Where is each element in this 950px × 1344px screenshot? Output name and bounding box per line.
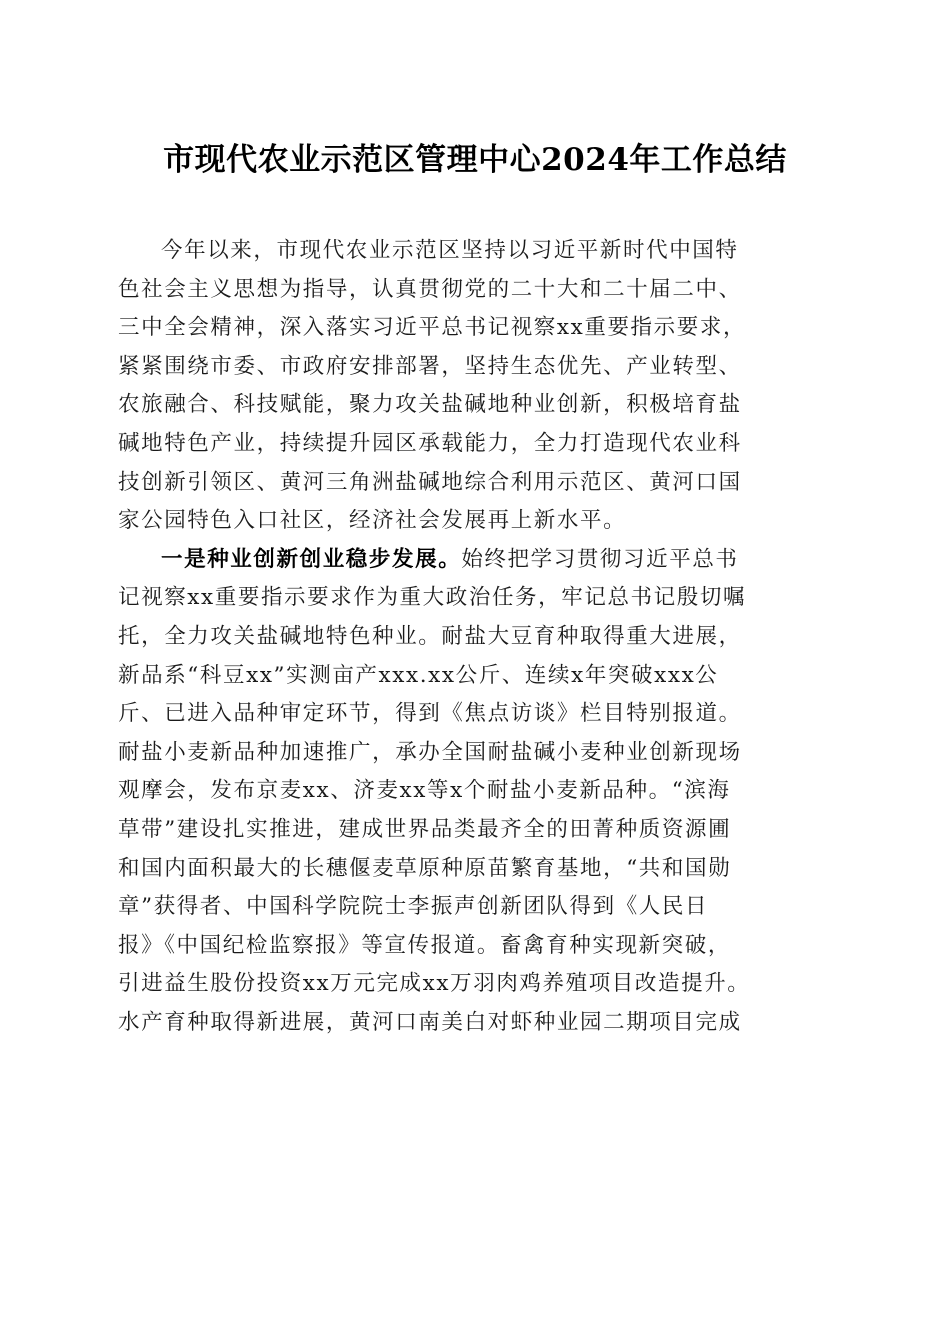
section-heading: 一是种业创新创业稳步发展。 xyxy=(161,546,462,572)
paragraph-2-line: 水产育种取得新进展，黄河口南美白对虾种业园二期项目完成 xyxy=(118,1009,742,1035)
paragraph-2-line: 报》《中国纪检监察报》等宣传报道。畜禽育种实现新突破， xyxy=(118,932,731,958)
document-title: 市现代农业示范区管理中心2024年工作总结 xyxy=(163,142,787,178)
paragraph-2-line: 观摩会，发布京麦xx、济麦xx等x个耐盐小麦新品种。“滨海 xyxy=(118,778,731,804)
paragraph-1-line: 色社会主义思想为指导，认真贯彻党的二十大和二十届二中、 xyxy=(118,276,742,302)
paragraph-2-line: 记视察xx重要指示要求作为重大政治任务，牢记总书记殷切嘱 xyxy=(118,585,747,611)
paragraph-2-line: 斤、已进入品种审定环节，得到《焦点访谈》栏目特别报道。 xyxy=(118,701,742,727)
paragraph-2-line: 新品系“科豆xx”实测亩产xxx.xx公斤、连续x年突破xxx公 xyxy=(118,662,719,688)
paragraph-2-line: 草带”建设扎实推进，建成世界品类最齐全的田菁种质资源圃 xyxy=(118,816,732,842)
paragraph-1-line: 技创新引领区、黄河三角洲盐碱地综合利用示范区、黄河口国 xyxy=(118,469,742,495)
document-body xyxy=(118,232,838,1042)
paragraph-1-line: 家公园特色入口社区，经济社会发展再上新水平。 xyxy=(118,508,627,534)
paragraph-2-first-line xyxy=(118,541,838,580)
paragraph-2-line: 耐盐小麦新品种加速推广，承办全国耐盐碱小麦种业创新现场 xyxy=(118,739,742,765)
paragraph-1-line: 紧紧围绕市委、市政府安排部署，坚持生态优先、产业转型、 xyxy=(118,353,742,379)
paragraph-2-line: 托，全力攻关盐碱地特色种业。耐盐大豆育种取得重大进展， xyxy=(118,623,742,649)
paragraph-2-line: 和国内面积最大的长穗偃麦草原种原苗繁育基地，“共和国勋 xyxy=(118,855,732,881)
paragraph-2-line: 章”获得者、中国科学院院士李振声创新团队得到《人民日 xyxy=(118,894,709,920)
paragraph-1-line: 农旅融合、科技赋能，聚力攻关盐碱地种业创新，积极培育盐 xyxy=(118,392,742,418)
paragraph-1-line: 今年以来，市现代农业示范区坚持以习近平新时代中国特 xyxy=(161,238,739,263)
paragraph-1-line: 碱地特色产业，持续提升园区承载能力，全力打造现代农业科 xyxy=(118,430,742,456)
paragraph-2-text: 始终把学习贯彻习近平总书 xyxy=(461,546,739,572)
paragraph-1-line: 三中全会精神，深入落实习近平总书记视察xx重要指示要求， xyxy=(118,315,747,341)
paragraph-2-line: 引进益生股份投资xx万元完成xx万羽肉鸡养殖项目改造提升。 xyxy=(118,971,751,997)
